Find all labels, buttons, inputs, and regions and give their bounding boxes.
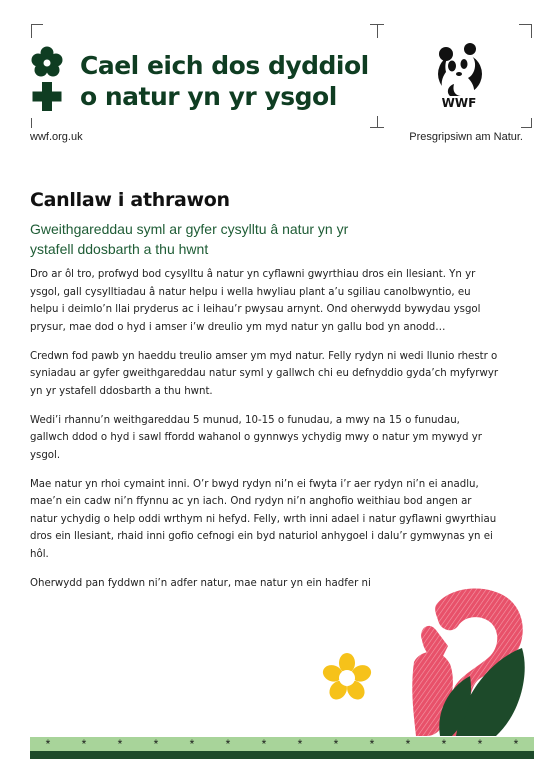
star-glyph: * bbox=[261, 737, 267, 751]
paragraph: Dro ar ôl tro, profwyd bod cysylltu â natur yn cyflawni gwyrthiau dros ein llesiant. Yn yr ysgol, gall cysylltiadau â natur helpu i wella hwyliau plant a’u sgiliau canolbwyntio, eu helpu i deimlo’n llai pryderus ac i leihau’r pwysau arnynt. Ond oherwydd bywydau ysgol prysur, mae dod o hyd i amser i’w dreulio ym myd natur yn gallu bod yn anodd… bbox=[30, 269, 481, 333]
star-glyph: * bbox=[189, 737, 195, 751]
guide-title: Canllaw i athrawon bbox=[30, 189, 230, 211]
wwf-logo-text: WWF bbox=[441, 96, 477, 110]
header-title-line1: Cael eich dos dyddiol bbox=[80, 51, 369, 80]
paragraph: Credwn fod pawb yn haeddu treulio amser ym myd natur. Felly rydyn ni wedi llunio rhestr o syniadau ar gyfer gweithgareddau natur syml y gallwch chi eu defnyddio gyda’ch myfyrwyr yn yr ystafell ddosbarth a thu hwnt. bbox=[30, 350, 499, 397]
star-glyph: * bbox=[225, 737, 231, 751]
yellow-flower-icon bbox=[321, 653, 373, 703]
star-glyph: * bbox=[333, 737, 339, 751]
star-glyph: * bbox=[45, 737, 51, 751]
star-glyph: * bbox=[405, 737, 411, 751]
website-url[interactable]: wwf.org.uk bbox=[30, 131, 83, 143]
guide-subtitle: Gweithgareddau syml ar gyfer cysylltu â natur yn yr ystafell ddosbarth a thu hwnt bbox=[30, 221, 349, 257]
paragraph: Mae natur yn rhoi cymaint inni. O’r bwyd rydyn ni’n ei fwyta i’r aer rydyn ni’n ei anadlu, mae’n ein cadw ni’n ffynnu ac yn iach. Ond rydyn ni’n anghofio weithiau bod angen ar natur ychydig o help oddi wrthym ni hefyd. Felly, wrth inni adael i natur gyflawni gwyrthiau dros ein llesiant, rhaid inni gofio cefnogi ein byd naturiol anhygoel i dalu’r gymwynas yn ei hôl. bbox=[30, 478, 497, 560]
paragraph: Wedi’i rhannu’n weithgareddau 5 munud, 10-15 o funudau, a mwy na 15 o funudau, gallwch ddod o hyd i sawl ffordd wahanol o gynnwys ychydig mwy o natur ym mywyd yr ysgol. bbox=[30, 414, 482, 461]
star-glyph: * bbox=[297, 737, 303, 751]
star-glyph: * bbox=[81, 737, 87, 751]
star-glyph: * bbox=[369, 737, 375, 751]
star-glyph: * bbox=[441, 737, 447, 751]
star-glyph: * bbox=[117, 737, 123, 751]
star-glyph: * bbox=[477, 737, 483, 751]
paragraph: Oherwydd pan fyddwn ni’n adfer natur, mae natur yn ein hadfer ni bbox=[30, 577, 371, 589]
tagline: Presgripsiwn am Natur. bbox=[409, 131, 523, 143]
footer-star-band bbox=[30, 737, 534, 751]
star-glyph: * bbox=[153, 737, 159, 751]
star-glyph: * bbox=[513, 737, 519, 751]
header-title-line2: o natur yn yr ysgol bbox=[80, 82, 337, 111]
footer-bar bbox=[30, 751, 534, 759]
leaf-icon bbox=[439, 648, 524, 736]
